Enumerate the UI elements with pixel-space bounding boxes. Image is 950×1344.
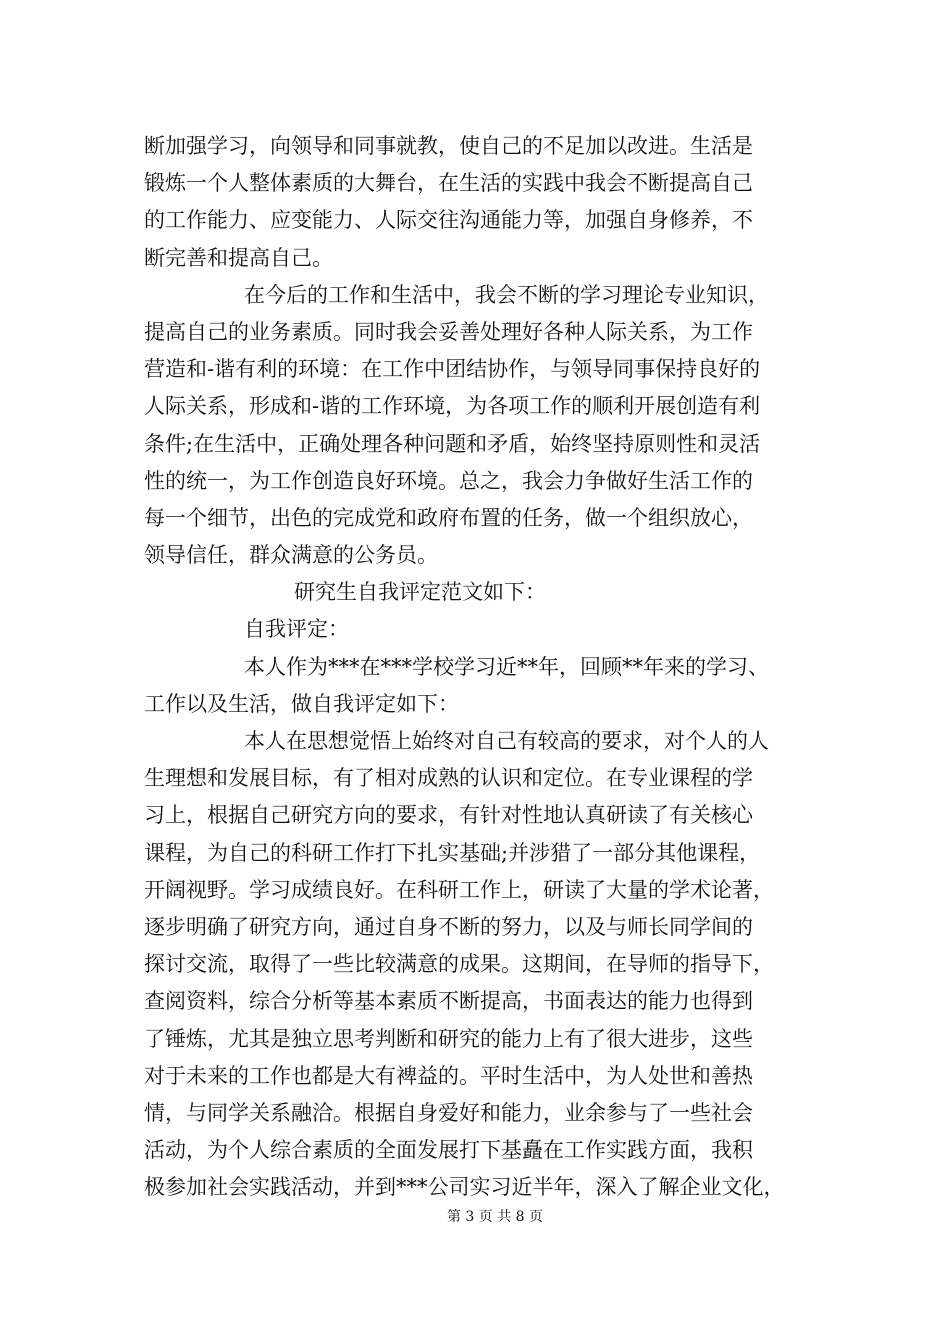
- text-line: 课程，为自己的科研工作打下扎实基础;并涉猎了一部分其他课程，: [144, 840, 761, 865]
- text-line: 断加强学习，向领导和同事就教，使自己的不足加以改进。生活是: [144, 134, 753, 158]
- body-text: [144, 128, 824, 1206]
- text-line: 对于未来的工作也都是大有裨益的。平时生活中，为人处世和善热: [144, 1063, 753, 1088]
- text-line: 提高自己的业务素质。同时我会妥善处理好各种人际关系，为工作: [144, 319, 753, 344]
- text-line: 在今后的工作和生活中，我会不断的学习理论专业知识，: [244, 282, 769, 307]
- text-line: 查阅资料，综合分析等基本素质不断提高，书面表达的能力也得到: [144, 989, 753, 1014]
- text-line: 每一个细节，出色的完成党和政府布置的任务，做一个组织放心，: [144, 505, 753, 530]
- text-line: 生理想和发展目标，有了相对成熟的认识和定位。在专业课程的学: [144, 766, 753, 791]
- text-line: 极参加社会实践活动，并到***公司实习近半年，深入了解企业文化，: [144, 1175, 785, 1200]
- text-line: 领导信任，群众满意的公务员。: [144, 543, 438, 568]
- text-line: 本人作为***在***学校学习近**年，回顾**年来的学习、: [244, 654, 769, 679]
- text-line: 锻炼一个人整体素质的大舞台，在生活的实践中我会不断提高自己: [144, 171, 753, 196]
- text-line: 逐步明确了研究方向，通过自身不断的努力，以及与师长同学间的: [144, 914, 753, 939]
- text-line: 自我评定：: [244, 617, 349, 642]
- text-line: 的工作能力、应变能力、人际交往沟通能力等，加强自身修养，不: [144, 208, 753, 233]
- text-line: 活动，为个人综合素质的全面发展打下基矗在工作实践方面，我积: [144, 1138, 753, 1163]
- text-line: 性的统一，为工作创造良好环境。总之，我会力争做好生活工作的: [144, 468, 753, 493]
- text-line: 人际关系，形成和-谐的工作环境，为各项工作的顺利开展创造有利: [144, 394, 761, 419]
- text-line: 习上，根据自己研究方向的要求，有针对性地认真研读了有关核心: [144, 803, 753, 828]
- text-line: 条件;在生活中，正确处理各种问题和矛盾，始终坚持原则性和灵活: [144, 431, 761, 456]
- page-footer: 第 3 页 共 8 页: [446, 1209, 544, 1225]
- text-line: 工作以及生活，做自我评定如下：: [144, 691, 459, 716]
- text-line: 情，与同学关系融洽。根据自身爱好和能力，业余参与了一些社会: [144, 1100, 753, 1125]
- text-line: 断完善和提高自己。: [144, 245, 333, 270]
- text-line: 了锤炼，尤其是独立思考判断和研究的能力上有了很大进步，这些: [144, 1026, 753, 1051]
- text-line: 本人在思想觉悟上始终对自己有较高的要求，对个人的人: [244, 729, 769, 753]
- text-line: 开阔视野。学习成绩良好。在科研工作上，研读了大量的学术论著，: [144, 877, 774, 902]
- text-line: 营造和-谐有利的环境：在工作中团结协作，与领导同事保持良好的: [144, 357, 761, 382]
- text-line: 探讨交流，取得了一些比较满意的成果。这期间，在导师的指导下，: [144, 952, 774, 977]
- text-line: 研究生自我评定范文如下：: [294, 580, 546, 605]
